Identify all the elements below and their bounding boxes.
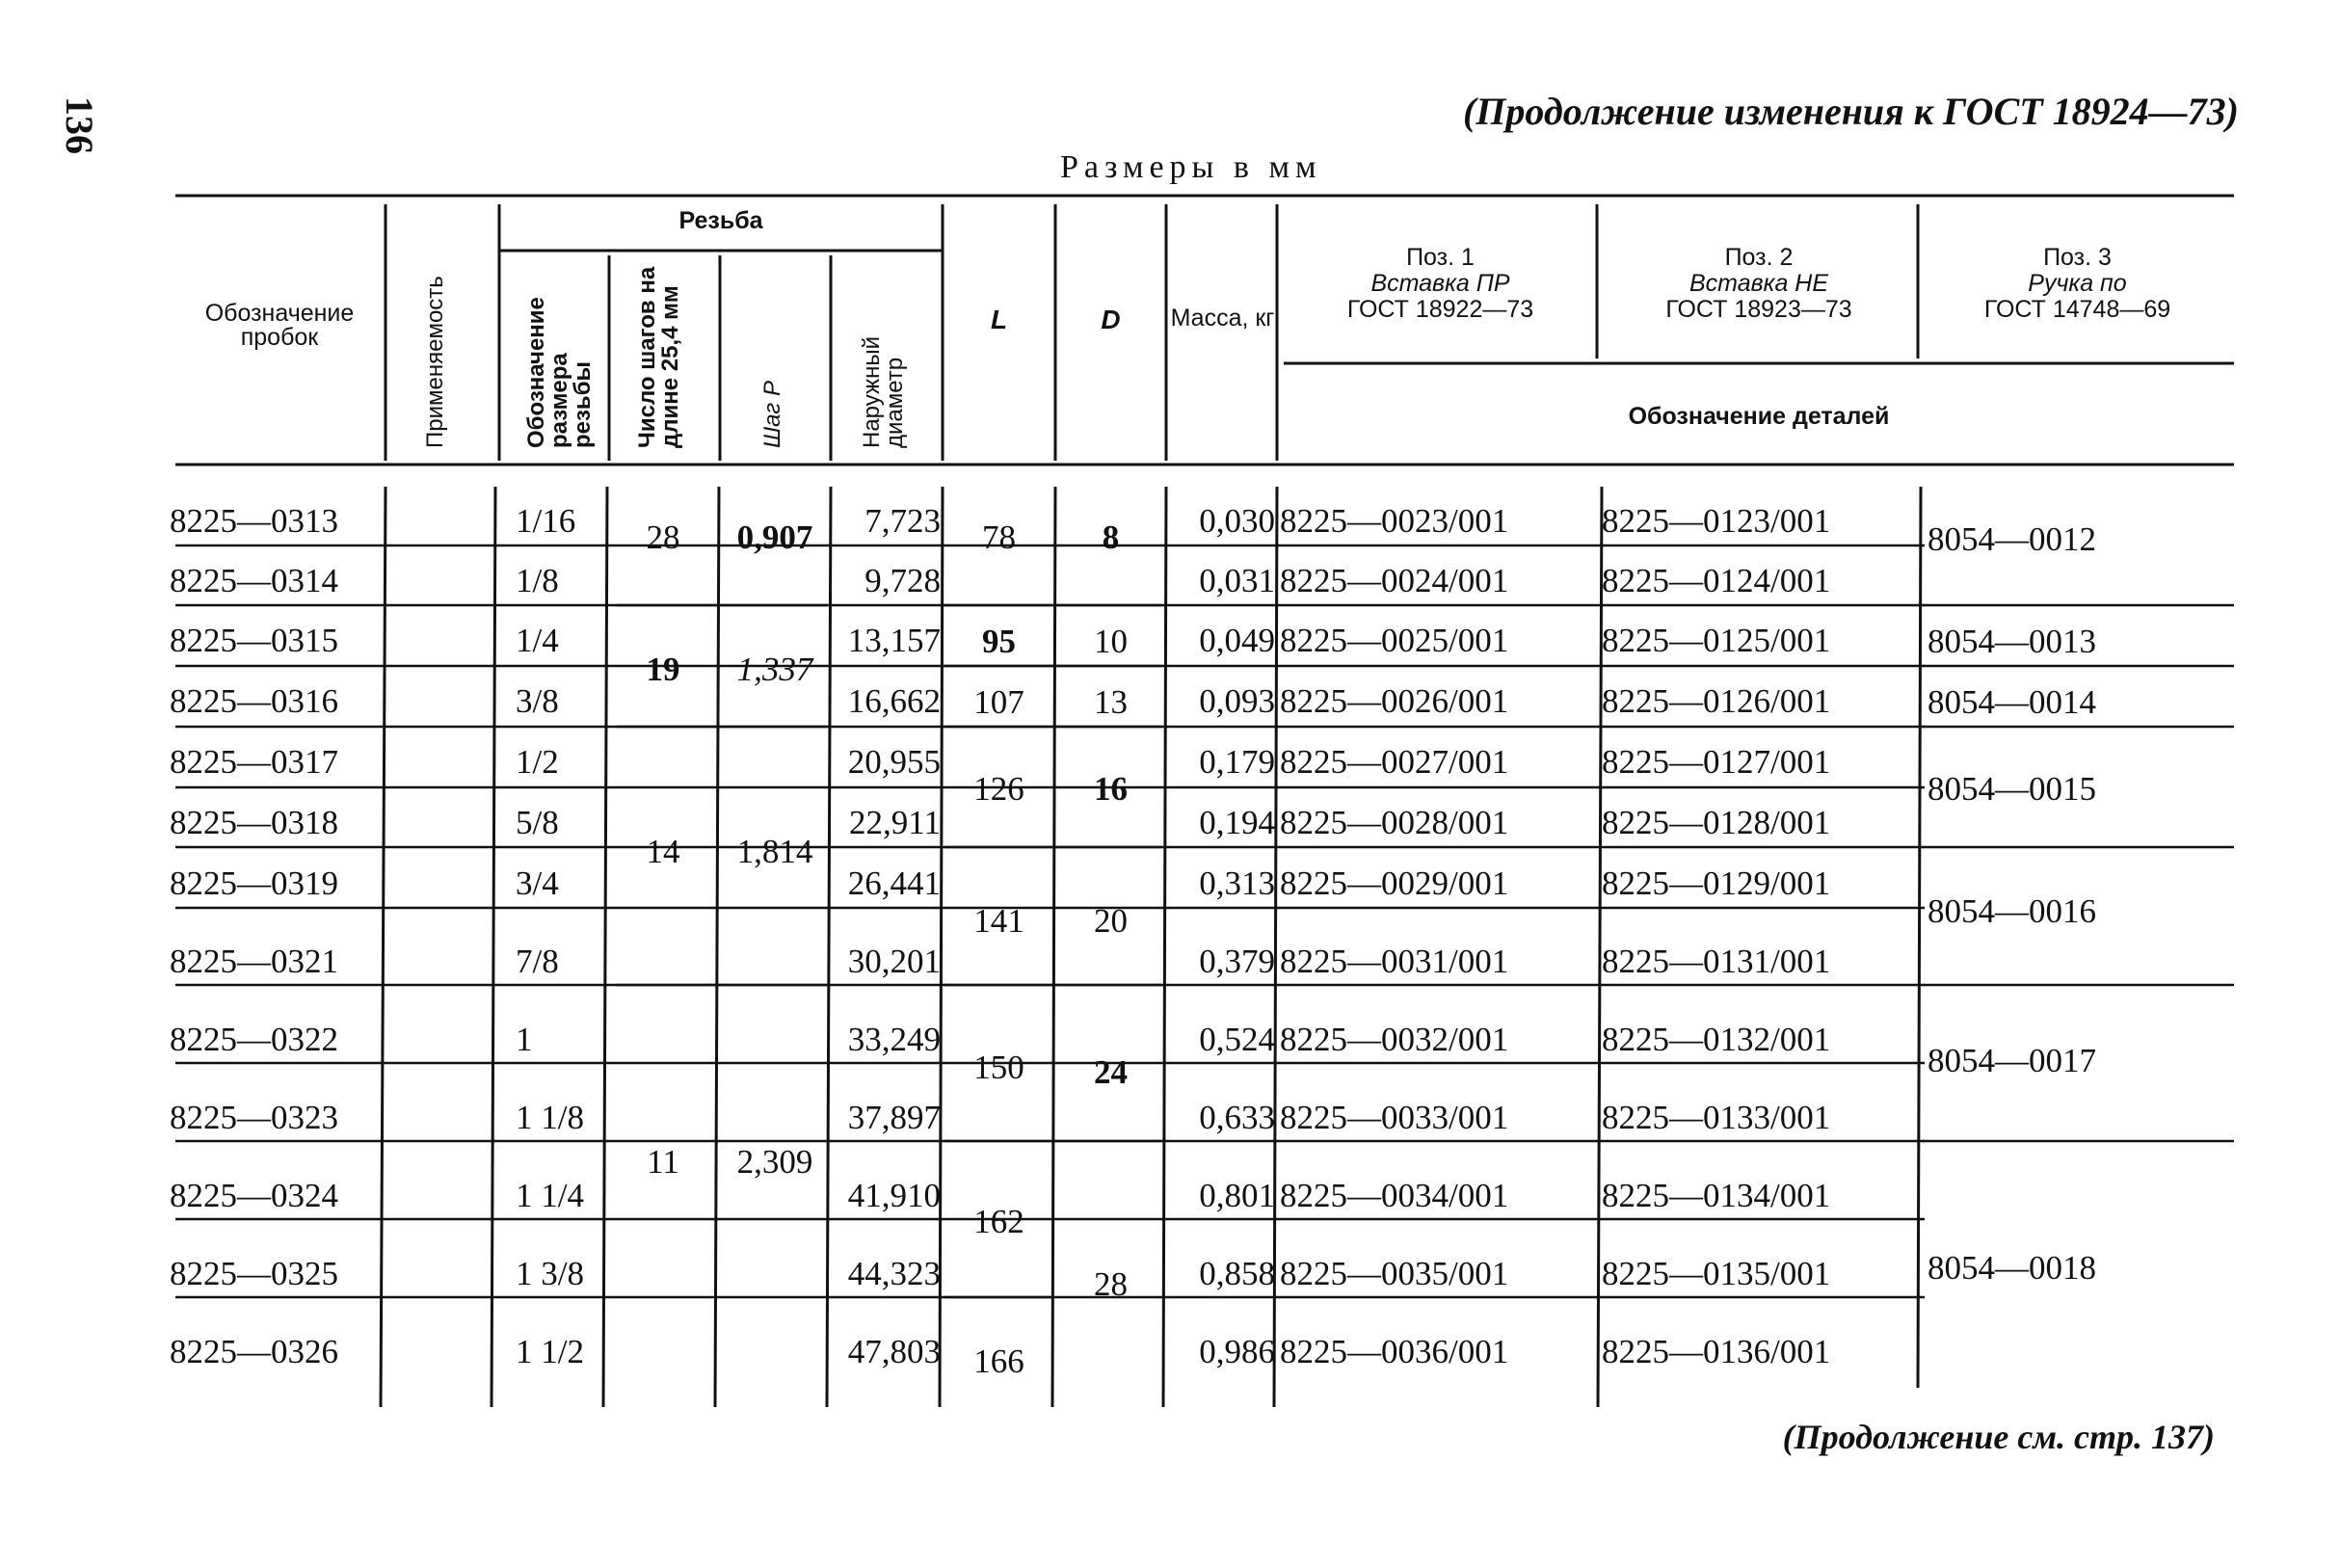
pos3-0017: 8054—0017 — [1928, 1042, 2096, 1079]
header-D: D — [1101, 305, 1121, 334]
row-4-size: 3/8 — [516, 682, 559, 720]
D-28: 28 — [1094, 1265, 1128, 1303]
header-note: (Продолжение изменения к ГОСТ 18924—73) — [1462, 90, 2239, 133]
row-4-pos2: 8225—0126/001 — [1602, 682, 1831, 720]
row-4-diameter: 16,662 — [847, 682, 941, 720]
row-9-size: 1 — [516, 1021, 533, 1058]
row-11-mass: 0,801 — [1199, 1177, 1275, 1214]
row-13-diameter: 47,803 — [847, 1333, 941, 1370]
header-pos3: Поз. 3 — [2043, 244, 2112, 271]
row-11-designation: 8225—0324 — [170, 1177, 338, 1214]
row-7-pos1: 8225—0029/001 — [1280, 864, 1509, 902]
row-3-pos2: 8225—0125/001 — [1602, 622, 1831, 659]
pos3-0016: 8054—0016 — [1928, 892, 2096, 930]
L-107: 107 — [973, 683, 1024, 721]
header-pos2-name: Вставка НЕ — [1689, 270, 1829, 297]
header-pos2: Поз. 2 — [1724, 244, 1794, 271]
row-10-size: 1 1/8 — [516, 1099, 584, 1136]
row-1-size: 1/16 — [516, 502, 576, 540]
row-9-pos2: 8225—0132/001 — [1602, 1021, 1831, 1058]
row-2-mass: 0,031 — [1199, 562, 1275, 599]
row-13-pos2: 8225—0136/001 — [1602, 1333, 1831, 1370]
row-6-size: 5/8 — [516, 804, 559, 841]
row-12-mass: 0,858 — [1199, 1255, 1275, 1292]
row-1-pos2: 8225—0123/001 — [1602, 502, 1831, 540]
row-12-size: 1 3/8 — [516, 1255, 584, 1292]
header-pos1-name: Вставка ПР — [1370, 270, 1510, 297]
row-11-pos2: 8225—0134/001 — [1602, 1177, 1831, 1214]
row-13-designation: 8225—0326 — [170, 1333, 338, 1370]
row-10-pos2: 8225—0133/001 — [1602, 1099, 1831, 1136]
L-126: 126 — [973, 770, 1024, 808]
row-8-diameter: 30,201 — [847, 943, 941, 980]
row-1-mass: 0,030 — [1199, 502, 1275, 540]
row-2-diameter: 9,728 — [864, 562, 941, 599]
row-6-pos1: 8225—0028/001 — [1280, 804, 1509, 841]
row-8-size: 7/8 — [516, 943, 559, 980]
D-16: 16 — [1094, 770, 1128, 808]
row-3-mass: 0,049 — [1199, 622, 1275, 659]
row-5-designation: 8225—0317 — [170, 743, 338, 781]
row-12-diameter: 44,323 — [847, 1255, 941, 1292]
header-thread-size: Обозначение размера резьбы — [523, 297, 596, 448]
row-3-size: 1/4 — [516, 622, 559, 659]
pos3-0015: 8054—0015 — [1928, 770, 2096, 808]
header-pos2-std: ГОСТ 18923—73 — [1665, 296, 1852, 323]
row-4-pos1: 8225—0026/001 — [1280, 682, 1509, 720]
row-5-pos1: 8225—0027/001 — [1280, 743, 1509, 781]
row-8-pos2: 8225—0131/001 — [1602, 943, 1831, 980]
header-pos3-std: ГОСТ 14748—69 — [1983, 296, 2171, 323]
row-12-designation: 8225—0325 — [170, 1255, 338, 1292]
row-6-pos2: 8225—0128/001 — [1602, 804, 1831, 841]
row-7-designation: 8225—0319 — [170, 864, 338, 902]
L-141: 141 — [973, 902, 1024, 940]
page-number: 136 — [58, 96, 101, 154]
row-3-designation: 8225—0315 — [170, 622, 338, 659]
row-10-diameter: 37,897 — [847, 1099, 941, 1136]
row-9-diameter: 33,249 — [847, 1021, 941, 1058]
row-8-mass: 0,379 — [1199, 943, 1275, 980]
row-11-size: 1 1/4 — [516, 1177, 584, 1214]
row-13-pos1: 8225—0036/001 — [1280, 1333, 1509, 1370]
D-8: 8 — [1102, 518, 1120, 556]
header-mass: Масса, кг — [1170, 305, 1275, 332]
steps-11: 11 — [647, 1143, 679, 1181]
row-5-pos2: 8225—0127/001 — [1602, 743, 1831, 781]
row-5-diameter: 20,955 — [847, 743, 941, 781]
pos3-0012: 8054—0012 — [1928, 520, 2096, 558]
row-7-size: 3/4 — [516, 864, 559, 902]
header-parts: Обозначение деталей — [1628, 403, 1890, 430]
header-designation: Обозначение пробок — [204, 300, 355, 351]
footer-note: (Продолжение см. стр. 137) — [1782, 1418, 2215, 1456]
D-10: 10 — [1094, 623, 1128, 660]
row-13-mass: 0,986 — [1199, 1333, 1275, 1370]
pitch-1337: 1,337 — [736, 651, 813, 688]
pos3-0013: 8054—0013 — [1928, 623, 2096, 660]
row-11-diameter: 41,910 — [847, 1177, 941, 1214]
header-pos1: Поз. 1 — [1406, 244, 1475, 271]
L-78: 78 — [982, 518, 1016, 556]
row-3-pos1: 8225—0025/001 — [1280, 622, 1509, 659]
row-2-designation: 8225—0314 — [170, 562, 338, 599]
row-1-diameter: 7,723 — [864, 502, 941, 540]
D-13: 13 — [1094, 683, 1128, 721]
L-150: 150 — [973, 1049, 1024, 1086]
steps-19: 19 — [646, 651, 680, 688]
header-outer-diameter: Наружный диаметр — [859, 336, 908, 448]
steps-14: 14 — [646, 833, 680, 870]
L-95: 95 — [982, 623, 1016, 660]
pos3-0014: 8054—0014 — [1928, 683, 2096, 721]
L-162: 162 — [973, 1203, 1024, 1240]
row-2-pos1: 8225—0024/001 — [1280, 562, 1509, 599]
L-166: 166 — [973, 1342, 1024, 1380]
D-24: 24 — [1094, 1053, 1128, 1091]
header-pos3-name: Ручка по — [2028, 270, 2127, 297]
row-7-pos2: 8225—0129/001 — [1602, 864, 1831, 902]
row-4-mass: 0,093 — [1199, 682, 1275, 720]
row-9-pos1: 8225—0032/001 — [1280, 1021, 1509, 1058]
row-7-diameter: 26,441 — [847, 864, 941, 902]
row-8-designation: 8225—0321 — [170, 943, 338, 980]
steps-28: 28 — [646, 518, 680, 556]
header-applicability: Применяемость — [422, 276, 448, 448]
pitch-1814: 1,814 — [736, 833, 813, 870]
header-steps: Число шагов на длине 25,4 мм — [634, 266, 683, 448]
row-12-pos1: 8225—0035/001 — [1280, 1255, 1509, 1292]
row-10-pos1: 8225—0033/001 — [1280, 1099, 1509, 1136]
header-pitch: Шаг P — [759, 381, 785, 448]
row-6-diameter: 22,911 — [849, 804, 941, 841]
row-4-designation: 8225—0316 — [170, 682, 338, 720]
row-1-pos1: 8225—0023/001 — [1280, 502, 1509, 540]
pos3-0018: 8054—0018 — [1928, 1249, 2096, 1287]
row-6-mass: 0,194 — [1199, 804, 1275, 841]
row-10-mass: 0,633 — [1199, 1099, 1275, 1136]
row-5-size: 1/2 — [516, 743, 559, 781]
row-2-size: 1/8 — [516, 562, 559, 599]
header-thread: Резьба — [678, 207, 763, 234]
row-7-mass: 0,313 — [1199, 864, 1275, 902]
header-L: L — [990, 305, 1008, 334]
row-5-mass: 0,179 — [1199, 743, 1275, 781]
row-12-pos2: 8225—0135/001 — [1602, 1255, 1831, 1292]
row-1-designation: 8225—0313 — [170, 502, 338, 540]
row-2-pos2: 8225—0124/001 — [1602, 562, 1831, 599]
row-9-designation: 8225—0322 — [170, 1021, 338, 1058]
row-8-pos1: 8225—0031/001 — [1280, 943, 1509, 980]
pitch-2309: 2,309 — [736, 1143, 813, 1181]
header-pos1-std: ГОСТ 18922—73 — [1346, 296, 1534, 323]
row-13-size: 1 1/2 — [516, 1333, 584, 1370]
units-caption: Размеры в мм — [1060, 149, 1322, 185]
row-11-pos1: 8225—0034/001 — [1280, 1177, 1509, 1214]
D-20: 20 — [1094, 902, 1128, 940]
row-6-designation: 8225—0318 — [170, 804, 338, 841]
row-10-designation: 8225—0323 — [170, 1099, 338, 1136]
pitch-0907: 0,907 — [736, 518, 813, 556]
row-9-mass: 0,524 — [1199, 1021, 1275, 1058]
row-3-diameter: 13,157 — [847, 622, 941, 659]
